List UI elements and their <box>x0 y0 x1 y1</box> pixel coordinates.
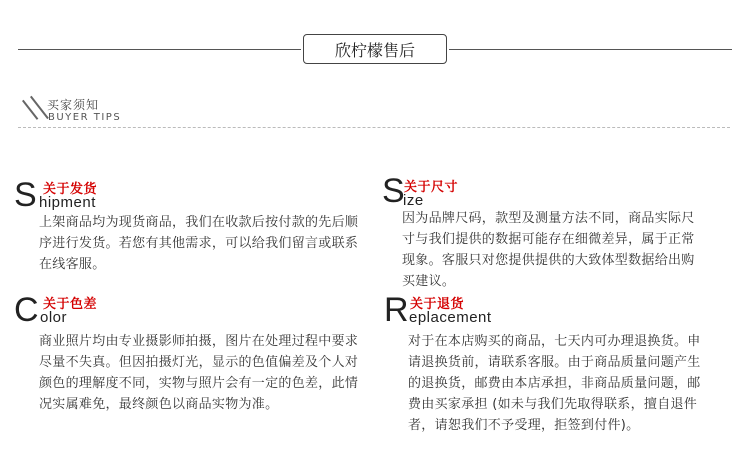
replacement-title: 关于退货 <box>410 297 465 312</box>
buyer-tips-title: 买家须知 <box>47 98 100 112</box>
color-heading: olor <box>40 309 68 326</box>
page-title: 欣柠檬售后 <box>303 34 447 64</box>
buyer-tips-subtitle: BUYER TIPS <box>48 112 122 123</box>
section-replacement <box>384 293 734 443</box>
color-initial: C <box>14 291 39 329</box>
replacement-body: 对于在本店购买的商品，七天内可办理退换货。申请退换货前，请联系客服。由于商品质量问题产生的退换货，邮费由本店承担，非商品质量问题，邮费由买家承担 (如未与我们先取得联系，擅自退件者，请恕我们不予受理，拒签到付件)。 <box>408 334 701 433</box>
header-line-left <box>18 49 301 50</box>
shipment-initial: S <box>14 176 37 214</box>
size-initial: S <box>382 172 405 210</box>
shipment-title: 关于发货 <box>43 182 98 197</box>
shipment-heading: hipment <box>39 194 96 211</box>
section-color <box>14 293 364 443</box>
color-title: 关于色差 <box>43 297 98 312</box>
tips-divider <box>18 127 730 128</box>
size-title: 关于尺寸 <box>404 180 459 195</box>
section-shipment <box>14 178 364 278</box>
replacement-initial: R <box>384 291 409 329</box>
header-line-right <box>449 49 732 50</box>
shipment-body: 上架商品均为现货商品，我们在收款后按付款的先后顺序进行发货。若您有其他需求，可以给我们留言或联系在线客服。 <box>39 215 359 272</box>
section-size <box>382 174 722 294</box>
size-heading: ize <box>403 192 424 209</box>
size-body: 因为品牌尺码，款型及测量方法不同，商品实际尺寸与我们提供的数据可能存在细微差异，属于正常现象。客服只对您提供提供的大致体型数据给出购买建议。 <box>402 211 695 289</box>
replacement-heading: eplacement <box>409 309 492 326</box>
color-body: 商业照片均由专业摄影师拍摄，图片在处理过程中要求尽量不失真。但因拍摄灯光，显示的色值偏差及个人对颜色的理解度不同，实物与照片会有一定的色差，此情况实属难免，最终颜色以商品实物为准。 <box>39 334 359 412</box>
